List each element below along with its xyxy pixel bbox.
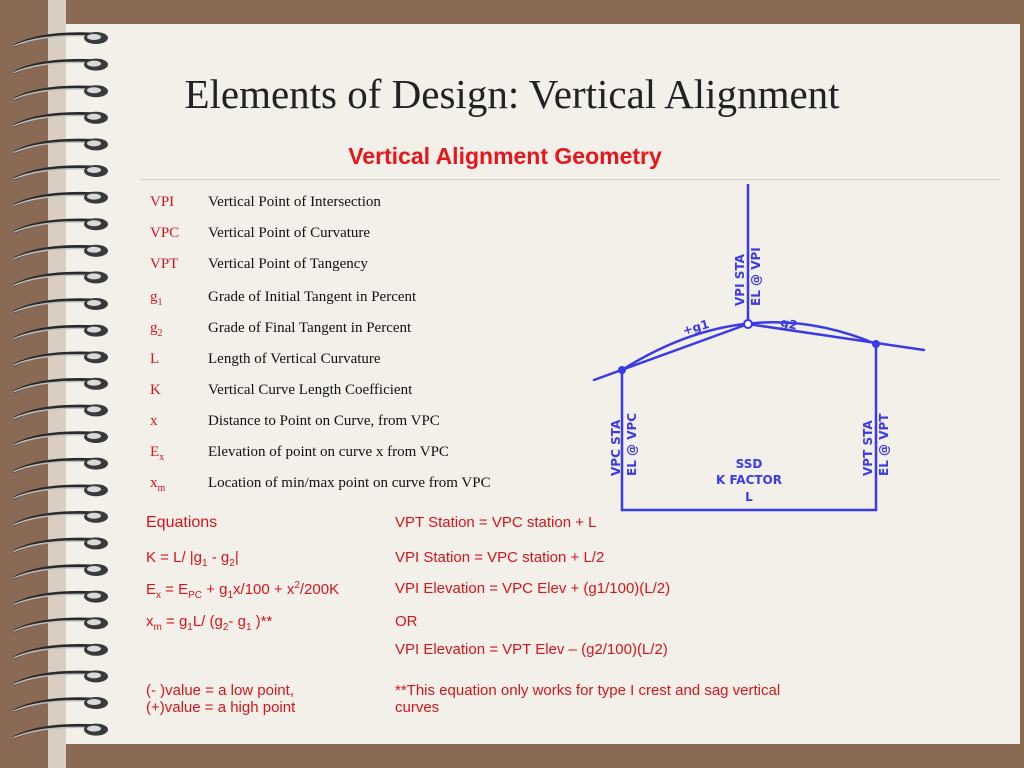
definition-abbr: $x_m$ xyxy=(150,475,166,494)
initial-tangent xyxy=(594,324,748,380)
vertical-curve xyxy=(622,322,876,370)
definition-desc: Vertical Point of Intersection xyxy=(208,194,381,210)
vpi-station-eq: VPI Station = VPC station + L/2 xyxy=(395,549,605,566)
g2-label: -g2 xyxy=(774,314,799,333)
xm-formula: $x_m = g_1L/$ ($g_2-$ $g_1$ )** xyxy=(146,613,273,633)
binding-ring xyxy=(14,591,108,605)
definition-abbr: $g_2$ xyxy=(150,320,163,339)
g1-label: +g1 xyxy=(680,316,711,338)
k-formula: K = L/ $|g_1 - g_2|$ xyxy=(146,549,239,569)
equations-heading: Equations xyxy=(146,514,218,531)
binding-ring xyxy=(14,325,108,339)
vpi-el-label: EL @ VPI xyxy=(749,247,763,306)
binding-ring xyxy=(14,404,108,418)
vpc-sta-label: VPC STA xyxy=(609,419,623,476)
vpt-sta-label: VPT STA xyxy=(861,420,875,476)
low-point-note: (- )value = a low point, xyxy=(146,682,294,699)
slide-title: Elements of Design: Vertical Alignment xyxy=(184,71,840,117)
definition-abbr: $E_x$ xyxy=(150,444,165,463)
binding-ring xyxy=(14,218,108,232)
definition-desc: Elevation of point on curve x from VPC xyxy=(208,444,449,460)
binding-ring xyxy=(14,458,108,472)
vpt-station-eq: VPT Station = VPC station + L xyxy=(395,514,597,531)
ssd-label: SSD xyxy=(735,457,763,471)
definition-desc: Vertical Point of Tangency xyxy=(208,256,368,272)
binding-ring xyxy=(14,724,108,738)
or-label: OR xyxy=(395,613,418,630)
high-point-note: (+)value = a high point xyxy=(146,699,296,716)
footnote-line-2: curves xyxy=(395,699,440,716)
definition-desc: Location of min/max point on curve from VPC xyxy=(208,475,491,491)
vpi-point xyxy=(744,320,752,328)
k-factor-label: K FACTOR xyxy=(715,473,783,487)
vpc-point xyxy=(618,366,626,374)
l-label: L xyxy=(745,490,753,504)
binding-ring xyxy=(14,245,108,259)
vpi-elevation-eq-1: VPI Elevation = VPC Elev + (g1/100)(L/2) xyxy=(395,580,671,597)
definition-abbr: VPT xyxy=(150,256,179,272)
binding-ring xyxy=(14,617,108,631)
definition-desc: Vertical Point of Curvature xyxy=(208,225,371,241)
binding-ring xyxy=(14,431,108,445)
binding-ring xyxy=(14,644,108,658)
vpt-point xyxy=(872,340,880,348)
binding-ring xyxy=(14,378,108,392)
definition-abbr: VPI xyxy=(150,194,175,210)
divider xyxy=(140,179,1000,180)
definition-desc: Grade of Final Tangent in Percent xyxy=(208,320,412,336)
definition-abbr: K xyxy=(150,382,161,398)
binding-ring xyxy=(14,32,108,46)
vpt-el-label: EL @ VPT xyxy=(877,413,891,476)
slide-subtitle: Vertical Alignment Geometry xyxy=(348,143,662,169)
binding-ring xyxy=(14,351,108,365)
definition-abbr: L xyxy=(150,351,160,367)
binding-ring xyxy=(14,670,108,684)
binding-ring xyxy=(14,564,108,578)
definition-desc: Length of Vertical Curvature xyxy=(208,351,381,367)
vpc-el-label: EL @ VPC xyxy=(625,412,639,476)
binding-ring xyxy=(14,697,108,711)
definition-desc: Distance to Point on Curve, from VPC xyxy=(208,413,440,429)
footnote-line-1: **This equation only works for type I crest and sag vertical xyxy=(395,682,781,699)
vpi-elevation-eq-2: VPI Elevation = VPT Elev – (g2/100)(L/2) xyxy=(395,641,668,658)
definition-desc: Grade of Initial Tangent in Percent xyxy=(208,289,417,305)
binding-ring xyxy=(14,537,108,551)
binding-ring xyxy=(14,298,108,312)
definition-abbr: $g_1$ xyxy=(150,289,163,308)
vertical-curve-diagram xyxy=(588,184,933,514)
binding-ring xyxy=(14,484,108,498)
binding-ring xyxy=(14,192,108,206)
definition-desc: Vertical Curve Length Coefficient xyxy=(208,382,413,398)
definition-abbr: x xyxy=(150,413,158,429)
ex-formula: $E_x = E_{PC} + g_1x/100 + x^2/200K$ xyxy=(146,580,340,601)
vpi-sta-label: VPI STA xyxy=(733,254,747,306)
definition-abbr: VPC xyxy=(150,225,180,241)
binding-ring xyxy=(14,511,108,525)
binding-ring xyxy=(14,271,108,285)
